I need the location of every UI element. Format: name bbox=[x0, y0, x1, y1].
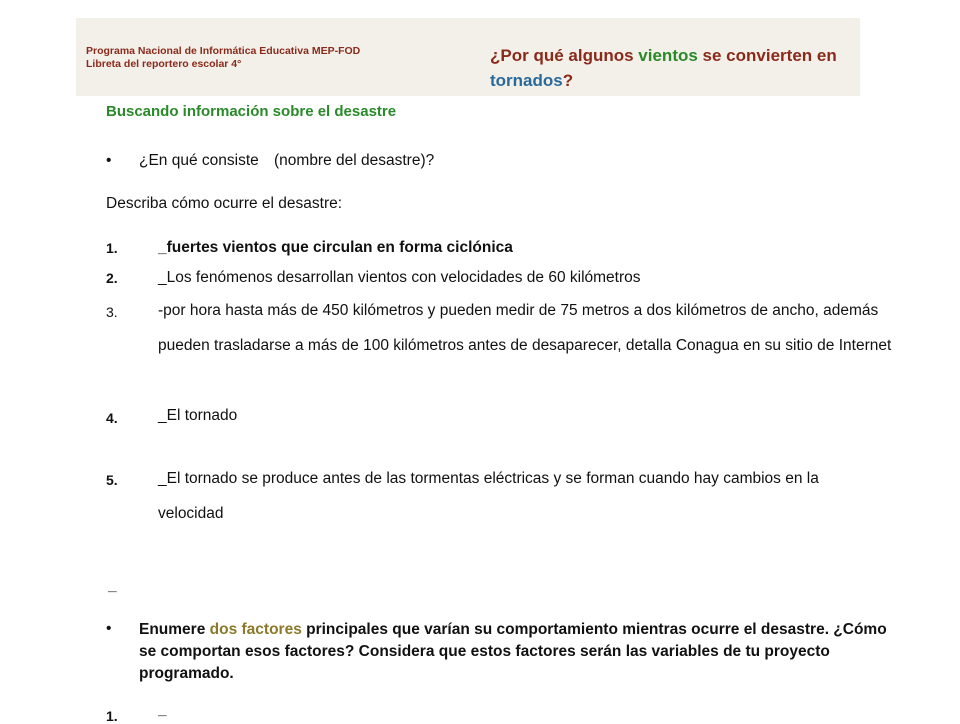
page-title bbox=[490, 43, 890, 93]
section-heading: Buscando información sobre el desastre bbox=[106, 103, 397, 120]
item-3-number: 3. bbox=[106, 304, 118, 320]
title-part-3: se convierten en bbox=[697, 46, 837, 65]
describe-label: Describa cómo ocurre el desastre: bbox=[106, 195, 343, 212]
title-word-tornados: tornados bbox=[490, 71, 563, 90]
item-1-text: _fuertes vientos que circulan en forma ciclónica bbox=[158, 239, 513, 256]
last-item-number: 1. bbox=[106, 708, 118, 724]
factors-part-2: principales que varían su comportamiento mientras ocurre el desastre. ¿Cómo se comportan esos factores? Considera que estos factores serán las variables de tu proyecto programado. bbox=[139, 621, 887, 682]
item-1-number: 1. bbox=[106, 240, 118, 256]
last-item-text: _ bbox=[158, 701, 167, 718]
item-5-text: _El tornado se produce antes de las tormentas eléctricas y se forman cuando hay cambios en la velocidad bbox=[158, 470, 819, 522]
item-4-number: 4. bbox=[106, 410, 118, 426]
question-1-part-b: (nombre del desastre)? bbox=[274, 152, 435, 169]
item-2-number: 2. bbox=[106, 270, 118, 286]
title-part-1: ¿Por qué algunos bbox=[490, 46, 639, 65]
title-word-vientos: vientos bbox=[638, 46, 698, 65]
bullet-factors bbox=[106, 620, 111, 638]
item-3-text: -por hora hasta más de 450 kilómetros y pueden medir de 75 metros a dos kilómetros de ancho, además pueden trasladarse a más de 100 kilómetros antes de desaparecer, detalla Conagua en su sitio de Internet bbox=[158, 302, 892, 354]
title-part-5: ? bbox=[562, 71, 574, 90]
question-1-part-a: ¿En qué consiste bbox=[139, 152, 259, 169]
factors-highlight: dos factores bbox=[209, 621, 302, 638]
item-5-number: 5. bbox=[106, 472, 118, 488]
program-line-1: Programa Nacional de Informática Educativa MEP-FOD bbox=[86, 45, 361, 57]
bullet-icon: • bbox=[106, 152, 112, 169]
dash-line: _ bbox=[108, 577, 117, 594]
bullet-icon: • bbox=[106, 620, 112, 637]
item-4-text: _El tornado bbox=[158, 407, 238, 424]
factors-part-1: Enumere bbox=[139, 621, 210, 638]
item-2-text: _Los fenómenos desarrollan vientos con velocidades de 60 kilómetros bbox=[158, 269, 641, 286]
bullet-question-1 bbox=[106, 152, 435, 170]
program-label bbox=[86, 45, 360, 71]
program-line-2: Libreta del reportero escolar 4° bbox=[86, 58, 242, 70]
factors-paragraph bbox=[139, 619, 899, 685]
